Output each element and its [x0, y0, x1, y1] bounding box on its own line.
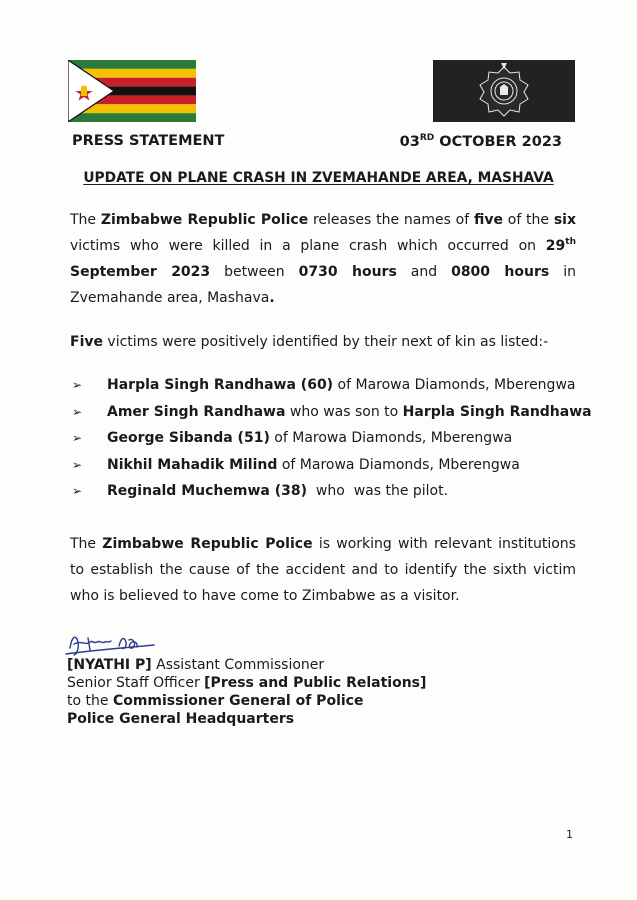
signature-block: [67, 656, 426, 728]
signatory-name-line: [NYATHI P] Assistant Commissioner: [67, 657, 325, 673]
page-number: 1: [566, 828, 573, 841]
signatory-office-line: to the Commissioner General of Police: [67, 693, 364, 709]
list-item: ➢ Harpla Singh Randhawa (60) of Marowa Diamonds, Mberengwa: [70, 372, 580, 399]
list-item: ➢ Nikhil Mahadik Milind of Marowa Diamonds, Mberengwa: [70, 452, 580, 479]
press-statement-label: PRESS STATEMENT: [72, 133, 225, 149]
police-crest-emblem: [433, 60, 575, 122]
signatory-title-line: Senior Staff Officer [Press and Public Relations]: [67, 675, 427, 691]
arrow-bullet-icon: ➢: [72, 484, 83, 498]
arrow-bullet-icon: ➢: [72, 404, 83, 419]
paragraph-identified-intro: Five victims were positively identified by their next of kin as listed:-: [70, 334, 549, 350]
zimbabwe-flag-emblem: [68, 60, 196, 122]
arrow-bullet-icon: ➢: [72, 457, 83, 472]
arrow-bullet-icon: ➢: [72, 431, 83, 445]
list-item: ➢ George Sibanda (51) of Marowa Diamonds, Mberengwa: [70, 425, 580, 452]
statement-date: 03RD OCTOBER 2023: [399, 133, 562, 150]
paragraph-investigation: The Zimbabwe Republic Police is working with relevant institutions to establish the cause of the accident and to identify the sixth victim who is believed to have come to Zimbabwe as a visitor.: [70, 536, 576, 604]
signatory-hq-line: Police General Headquarters: [67, 711, 295, 727]
paragraph-victims-released: The Zimbabwe Republic Police releases the names of five of the six victims who were killed in a plane crash which occurred on 29th September 2023 between 0730 hours and 0800 hours in Zvemahande area, Mashava.: [70, 212, 576, 306]
victim-list: [70, 372, 592, 505]
list-item: ➢ Amer Singh Randhawa who was son to Harpla Singh Randhawa: [70, 399, 580, 426]
statement-title: UPDATE ON PLANE CRASH IN ZVEMAHANDE AREA, MASHAVA: [83, 170, 554, 186]
arrow-bullet-icon: ➢: [72, 378, 83, 392]
list-item: ➢ Reginald Muchemwa (38) who was the pilot.: [70, 478, 580, 505]
